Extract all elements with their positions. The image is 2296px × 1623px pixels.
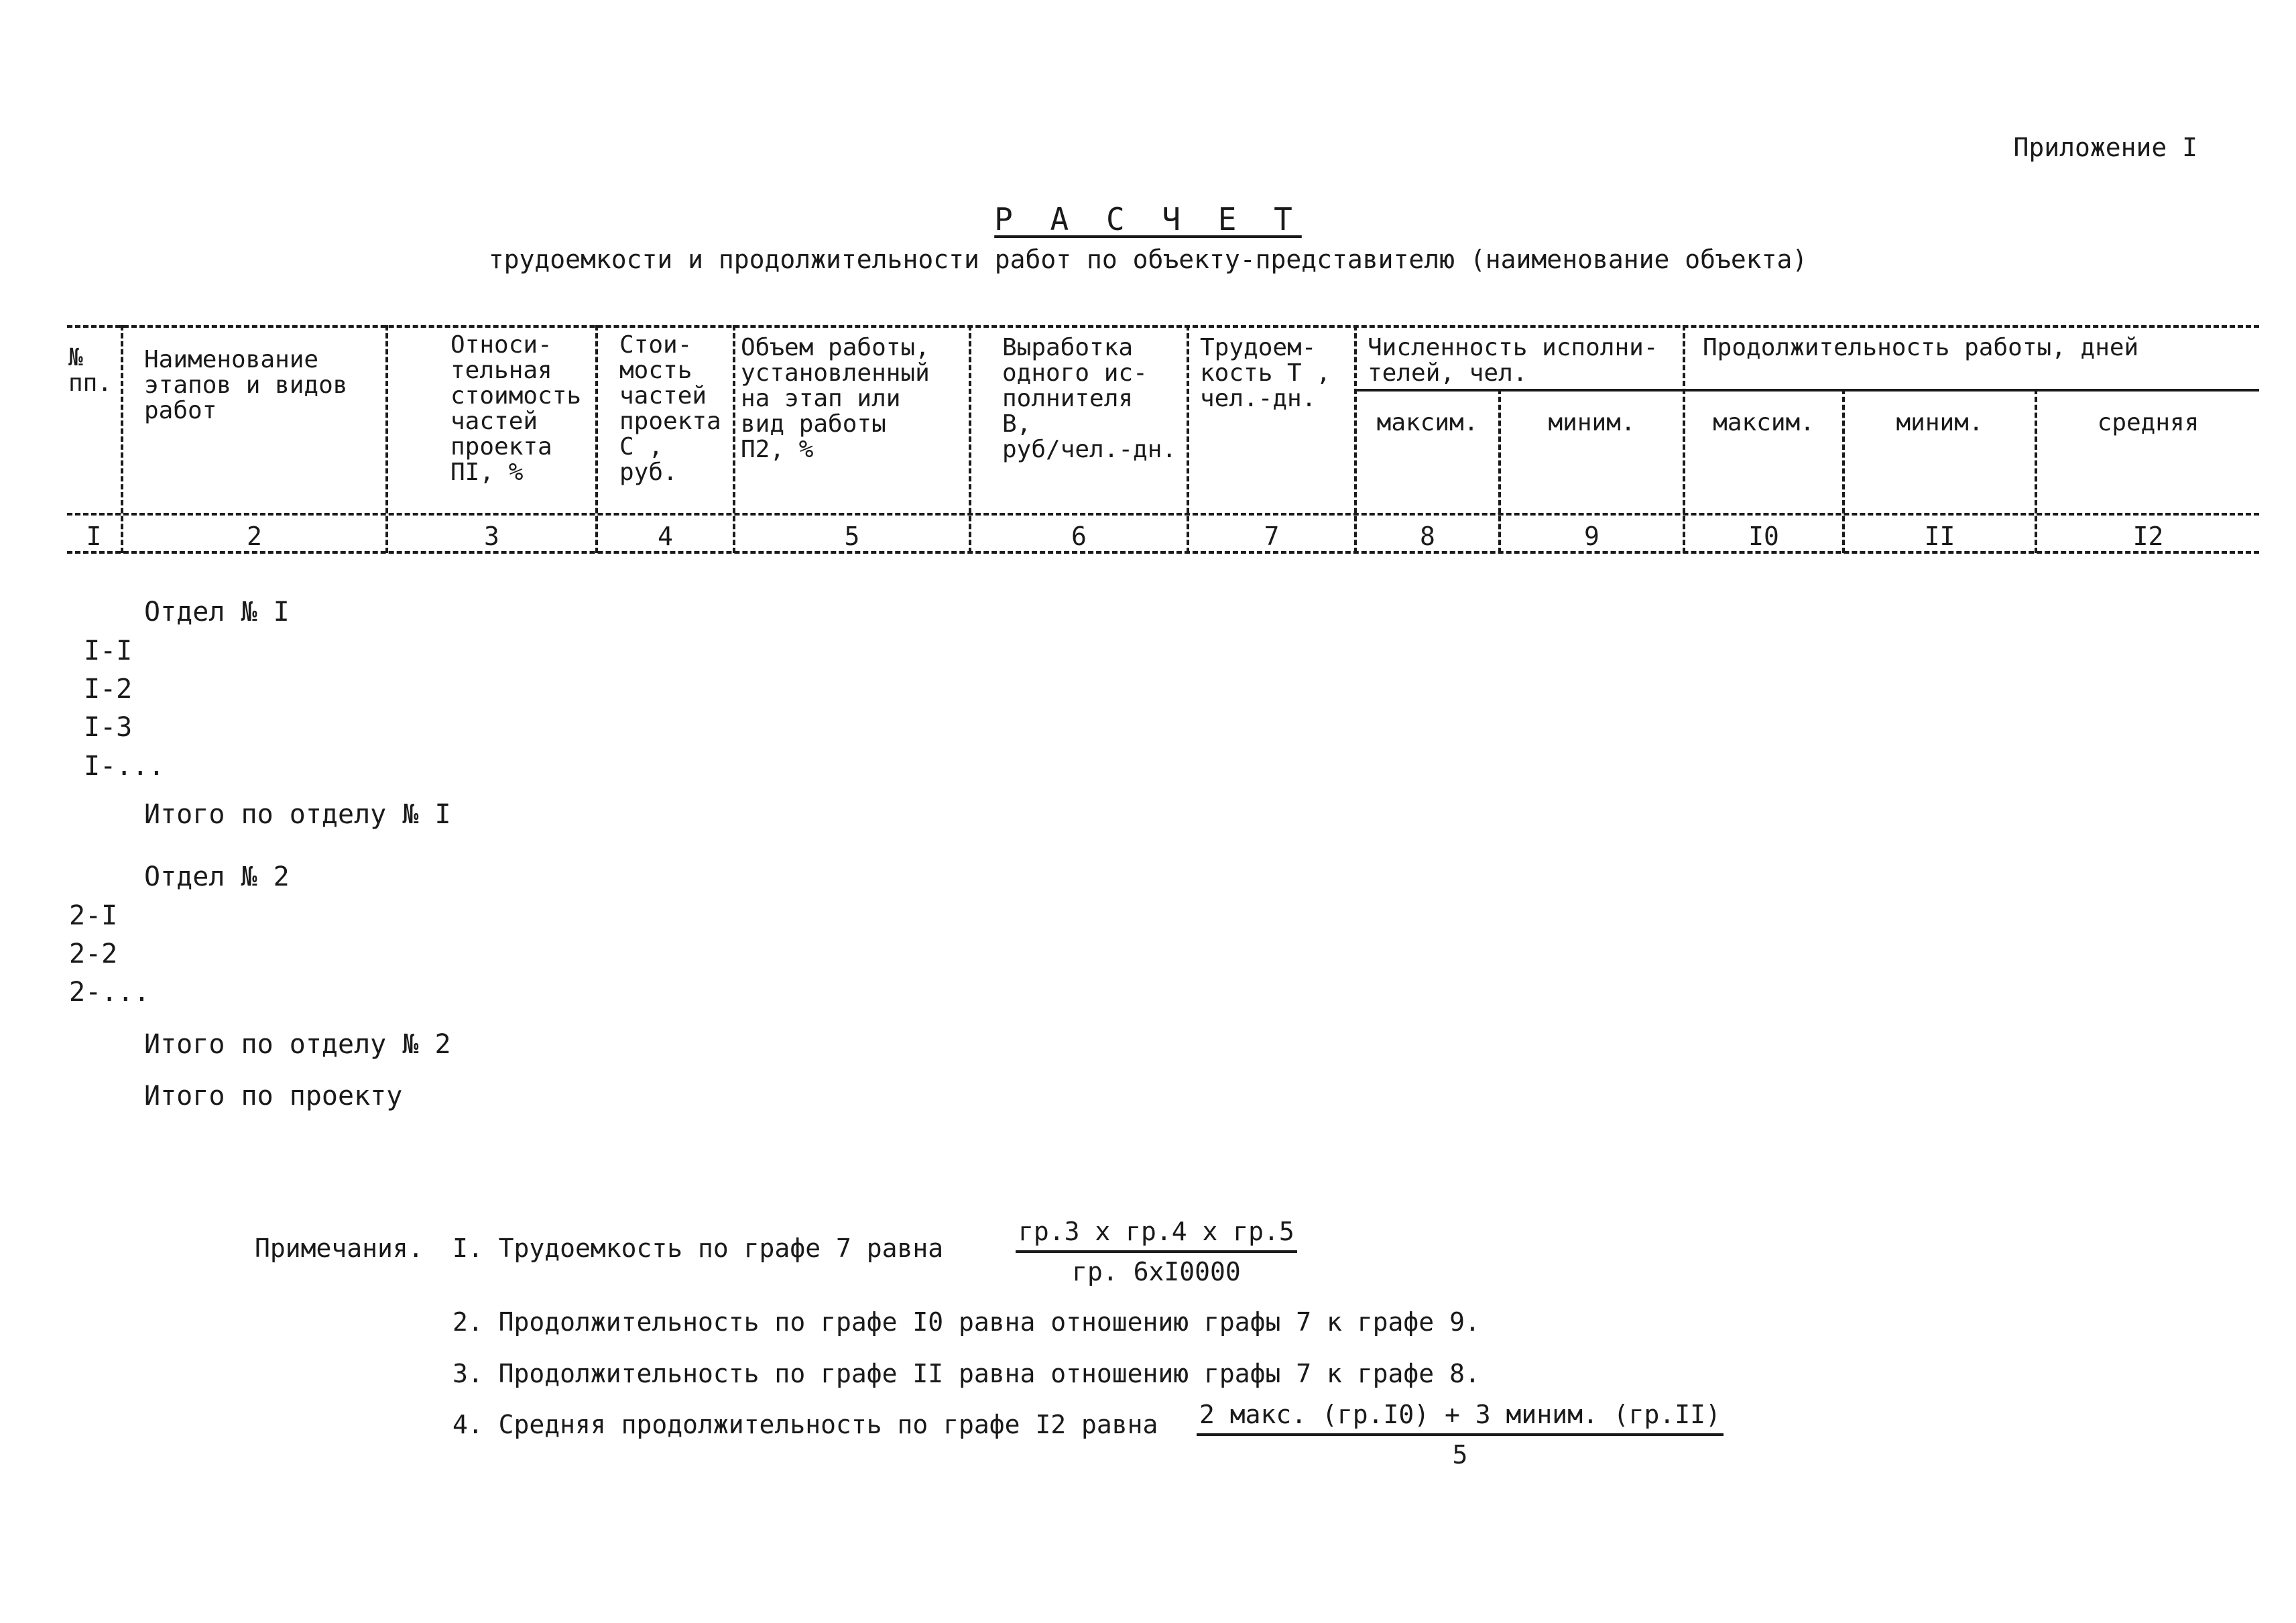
header-row-number: № пп.	[68, 344, 113, 397]
note-1: I. Трудоемкость по графе 7 равна	[452, 1234, 944, 1263]
column-number: 6	[1071, 522, 1087, 551]
department-2-total: Итого по отделу № 2	[144, 1029, 451, 1060]
header-stage-name: Наименование этапов и видов работ	[144, 346, 348, 424]
col-divider-1	[121, 325, 123, 553]
notes-label: Примечания.	[255, 1234, 424, 1263]
header-staff-group: Численность исполни- телей, чел.	[1368, 334, 1658, 387]
note-2: 2. Продолжительность по графе I0 равна отношению графы 7 к графе 9.	[452, 1307, 1480, 1337]
row-label: I-3	[84, 712, 133, 743]
column-number: 3	[484, 522, 499, 551]
header-duration-avg: средняя	[2097, 409, 2199, 436]
column-number: 8	[1420, 522, 1435, 551]
header-duration-group: Продолжительность работы, дней	[1703, 334, 2139, 361]
note-1-formula	[1016, 1217, 1297, 1286]
note-1-numerator: гр.3 х гр.4 х гр.5	[1016, 1217, 1297, 1253]
row-label: 2-I	[69, 900, 118, 931]
document-title: Р А С Ч Е Т	[994, 201, 1302, 237]
group-header-divider	[1354, 389, 2259, 392]
project-total: Итого по проекту	[144, 1081, 403, 1111]
row-label: 2-2	[69, 939, 118, 969]
department-2-heading: Отдел № 2	[144, 861, 290, 892]
column-number: I0	[1748, 522, 1779, 551]
col-divider-4	[733, 325, 735, 553]
row-label: I-I	[84, 636, 133, 666]
column-number: 5	[844, 522, 860, 551]
row-label: I-...	[84, 751, 165, 782]
header-labor-intensity: Трудоем- кость Т , чел.-дн.	[1200, 334, 1331, 412]
column-number: 7	[1264, 522, 1280, 551]
department-1-total: Итого по отделу № I	[144, 799, 451, 830]
header-cost: Стои- мость частей проекта С , руб.	[619, 331, 721, 486]
header-staff-max: максим.	[1376, 409, 1479, 436]
column-number: 9	[1584, 522, 1599, 551]
column-number: I	[86, 522, 102, 551]
header-duration-max: максим.	[1713, 409, 1815, 436]
row-label: 2-...	[69, 977, 150, 1008]
column-number: 4	[658, 522, 673, 551]
document-subtitle: трудоемкости и продолжительности работ по объекту-представителю (наименование объекта)	[488, 245, 1808, 274]
col-divider-9	[1683, 325, 1685, 553]
header-staff-min: миним.	[1548, 409, 1636, 436]
department-1-heading: Отдел № I	[144, 597, 290, 627]
col-divider-2	[385, 325, 388, 553]
header-relative-cost: Относи- тельная стоимость частей проекта ПI, %	[450, 331, 582, 486]
table-top-border	[67, 325, 2259, 328]
header-work-volume: Объем работы, установленный на этап или вид работы П2, %	[741, 334, 930, 463]
header-duration-min: миним.	[1896, 409, 1984, 436]
column-number: 2	[247, 522, 262, 551]
column-number: II	[1924, 522, 1955, 551]
col-divider-6	[1187, 325, 1189, 553]
note-4-denominator: 5	[1452, 1440, 1468, 1469]
table-bottom-border	[67, 551, 2259, 554]
note-4-formula	[1197, 1400, 1724, 1469]
header-output: Выработка одного ис- полнителя В, руб/чел.-дн.	[1002, 334, 1177, 463]
row-label: I-2	[84, 674, 133, 705]
note-3: 3. Продолжительность по графе II равна отношению графы 7 к графе 8.	[452, 1359, 1480, 1388]
note-4-numerator: 2 макс. (гр.I0) + 3 миним. (гр.II)	[1197, 1400, 1724, 1436]
column-number: I2	[2132, 522, 2164, 551]
appendix-label: Приложение I	[2013, 133, 2197, 162]
col-divider-7	[1354, 325, 1357, 553]
col-divider-5	[969, 325, 971, 553]
header-bottom-border	[67, 513, 2259, 516]
note-1-denominator: гр. 6хI0000	[1072, 1257, 1241, 1286]
col-divider-3	[595, 325, 598, 553]
note-4: 4. Средняя продолжительность по графе I2 равна	[452, 1410, 1158, 1439]
